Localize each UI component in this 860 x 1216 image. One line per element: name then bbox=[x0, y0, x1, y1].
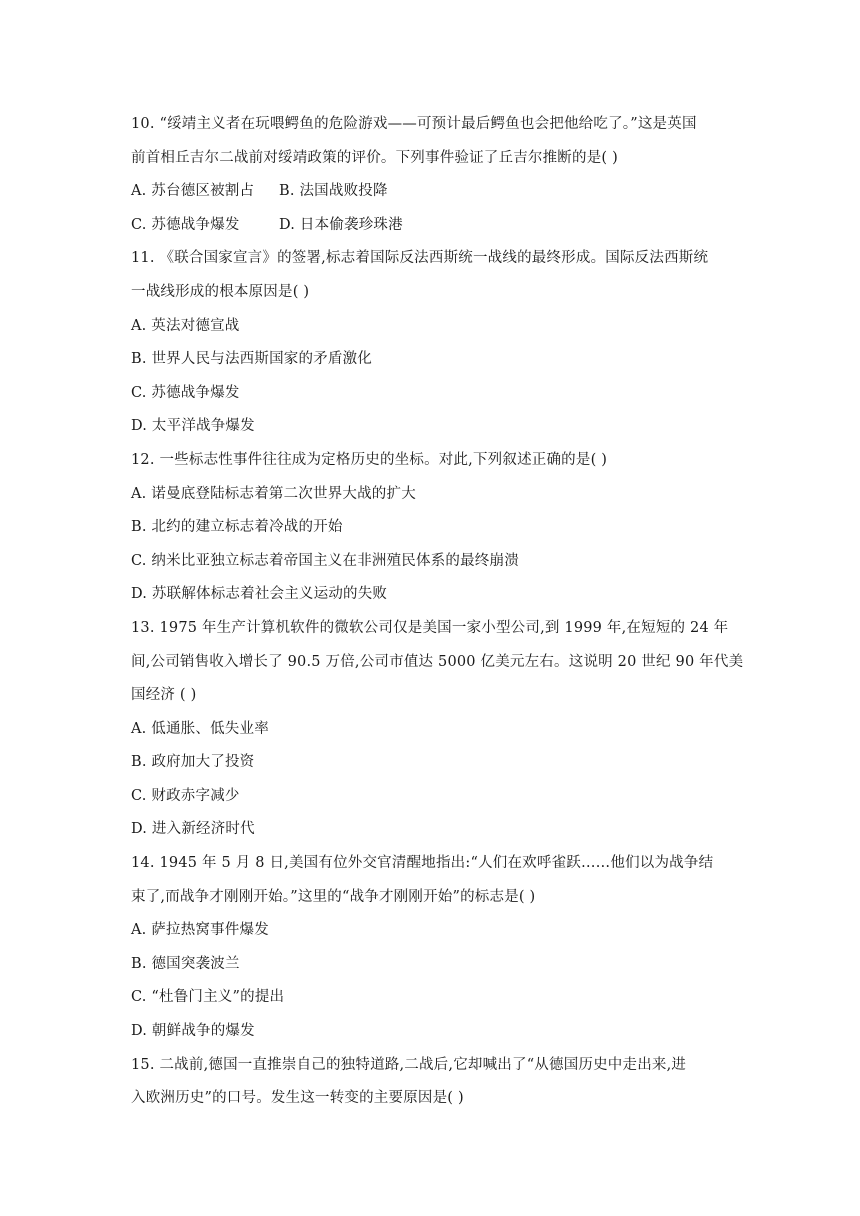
question-12-option-c: C. 纳米比亚独立标志着帝国主义在非洲殖民体系的最终崩溃 bbox=[131, 552, 519, 569]
question-13-option-c: C. 财政赤字减少 bbox=[131, 787, 240, 804]
question-11-option-c: C. 苏德战争爆发 bbox=[131, 384, 240, 401]
question-14 bbox=[131, 847, 731, 1049]
question-15-stem-line-2: 入欧洲历史”的口号。发生这一转变的主要原因是( ) bbox=[131, 1090, 464, 1107]
question-14-stem-line-2: 束了,而战争才刚刚开始。”这里的“战争才刚刚开始”的标志是( ) bbox=[131, 888, 536, 905]
question-12-stem-line-1: 12. 一些标志性事件往往成为定格历史的坐标。对此,下列叙述正确的是( ) bbox=[131, 451, 608, 468]
question-14-option-d: D. 朝鲜战争的爆发 bbox=[131, 1023, 255, 1040]
question-12-option-d: D. 苏联解体标志着社会主义运动的失败 bbox=[131, 586, 388, 603]
exam-page bbox=[131, 108, 744, 1116]
question-13-stem-line-1: 13. 1975 年生产计算机软件的微软公司仅是美国一家小型公司,到 1999 年,在短短的 24 年 bbox=[131, 619, 729, 636]
question-14-stem-line-1: 14. 1945 年 5 月 8 日,美国有位外交官清醒地指出:“人们在欢呼雀跃……他们以为战争结 bbox=[131, 855, 714, 872]
question-10-options-row-2 bbox=[131, 209, 731, 243]
question-10-option-a: A. 苏台德区被割占 bbox=[131, 183, 255, 200]
question-13-option-a: A. 低通胀、低失业率 bbox=[131, 720, 269, 737]
question-14-option-a: A. 萨拉热窝事件爆发 bbox=[131, 922, 269, 939]
question-12-option-b: B. 北约的建立标志着冷战的开始 bbox=[131, 519, 343, 536]
question-11 bbox=[131, 242, 731, 444]
question-13-stem-line-2: 间,公司销售收入增长了 90.5 万倍,公司市值达 5000 亿美元左右。这说明 20 世纪 90 年代美 bbox=[131, 653, 744, 670]
question-11-stem-line-2: 一战线形成的根本原因是( ) bbox=[131, 283, 310, 300]
question-13-option-b: B. 政府加大了投资 bbox=[131, 754, 255, 771]
question-13-option-d: D. 进入新经济时代 bbox=[131, 821, 255, 838]
question-10 bbox=[131, 108, 731, 242]
question-13 bbox=[131, 612, 744, 847]
question-11-option-b: B. 世界人民与法西斯国家的矛盾激化 bbox=[131, 351, 372, 368]
question-11-stem-line-1: 11. 《联合国家宣言》的签署,标志着国际反法西斯统一战线的最终形成。国际反法西斯统 bbox=[131, 250, 709, 267]
question-10-option-d: D. 日本偷袭珍珠港 bbox=[279, 216, 403, 233]
question-11-option-d: D. 太平洋战争爆发 bbox=[131, 418, 255, 435]
question-10-option-c: C. 苏德战争爆发 bbox=[131, 216, 240, 233]
question-15 bbox=[131, 1049, 731, 1116]
question-10-option-b: B. 法国战败投降 bbox=[279, 183, 388, 200]
question-12 bbox=[131, 444, 731, 612]
question-15-stem-line-1: 15. 二战前,德国一直推崇自己的独特道路,二战后,它却喊出了“从德国历史中走出来,进 bbox=[131, 1056, 687, 1073]
question-11-option-a: A. 英法对德宣战 bbox=[131, 317, 240, 334]
question-12-option-a: A. 诺曼底登陆标志着第二次世界大战的扩大 bbox=[131, 485, 416, 502]
question-14-option-c: C. “杜鲁门主义”的提出 bbox=[131, 989, 285, 1006]
question-14-option-b: B. 德国突袭波兰 bbox=[131, 955, 240, 972]
question-10-stem-line-2: 前首相丘吉尔二战前对绥靖政策的评价。下列事件验证了丘吉尔推断的是( ) bbox=[131, 149, 618, 166]
question-10-stem-line-1: 10. “绥靖主义者在玩喂鳄鱼的危险游戏——可预计最后鳄鱼也会把他给吃了。”这是英国 bbox=[131, 116, 697, 132]
question-13-stem-line-3: 国经济 ( ) bbox=[131, 687, 197, 704]
question-10-options-row-1 bbox=[131, 175, 731, 209]
